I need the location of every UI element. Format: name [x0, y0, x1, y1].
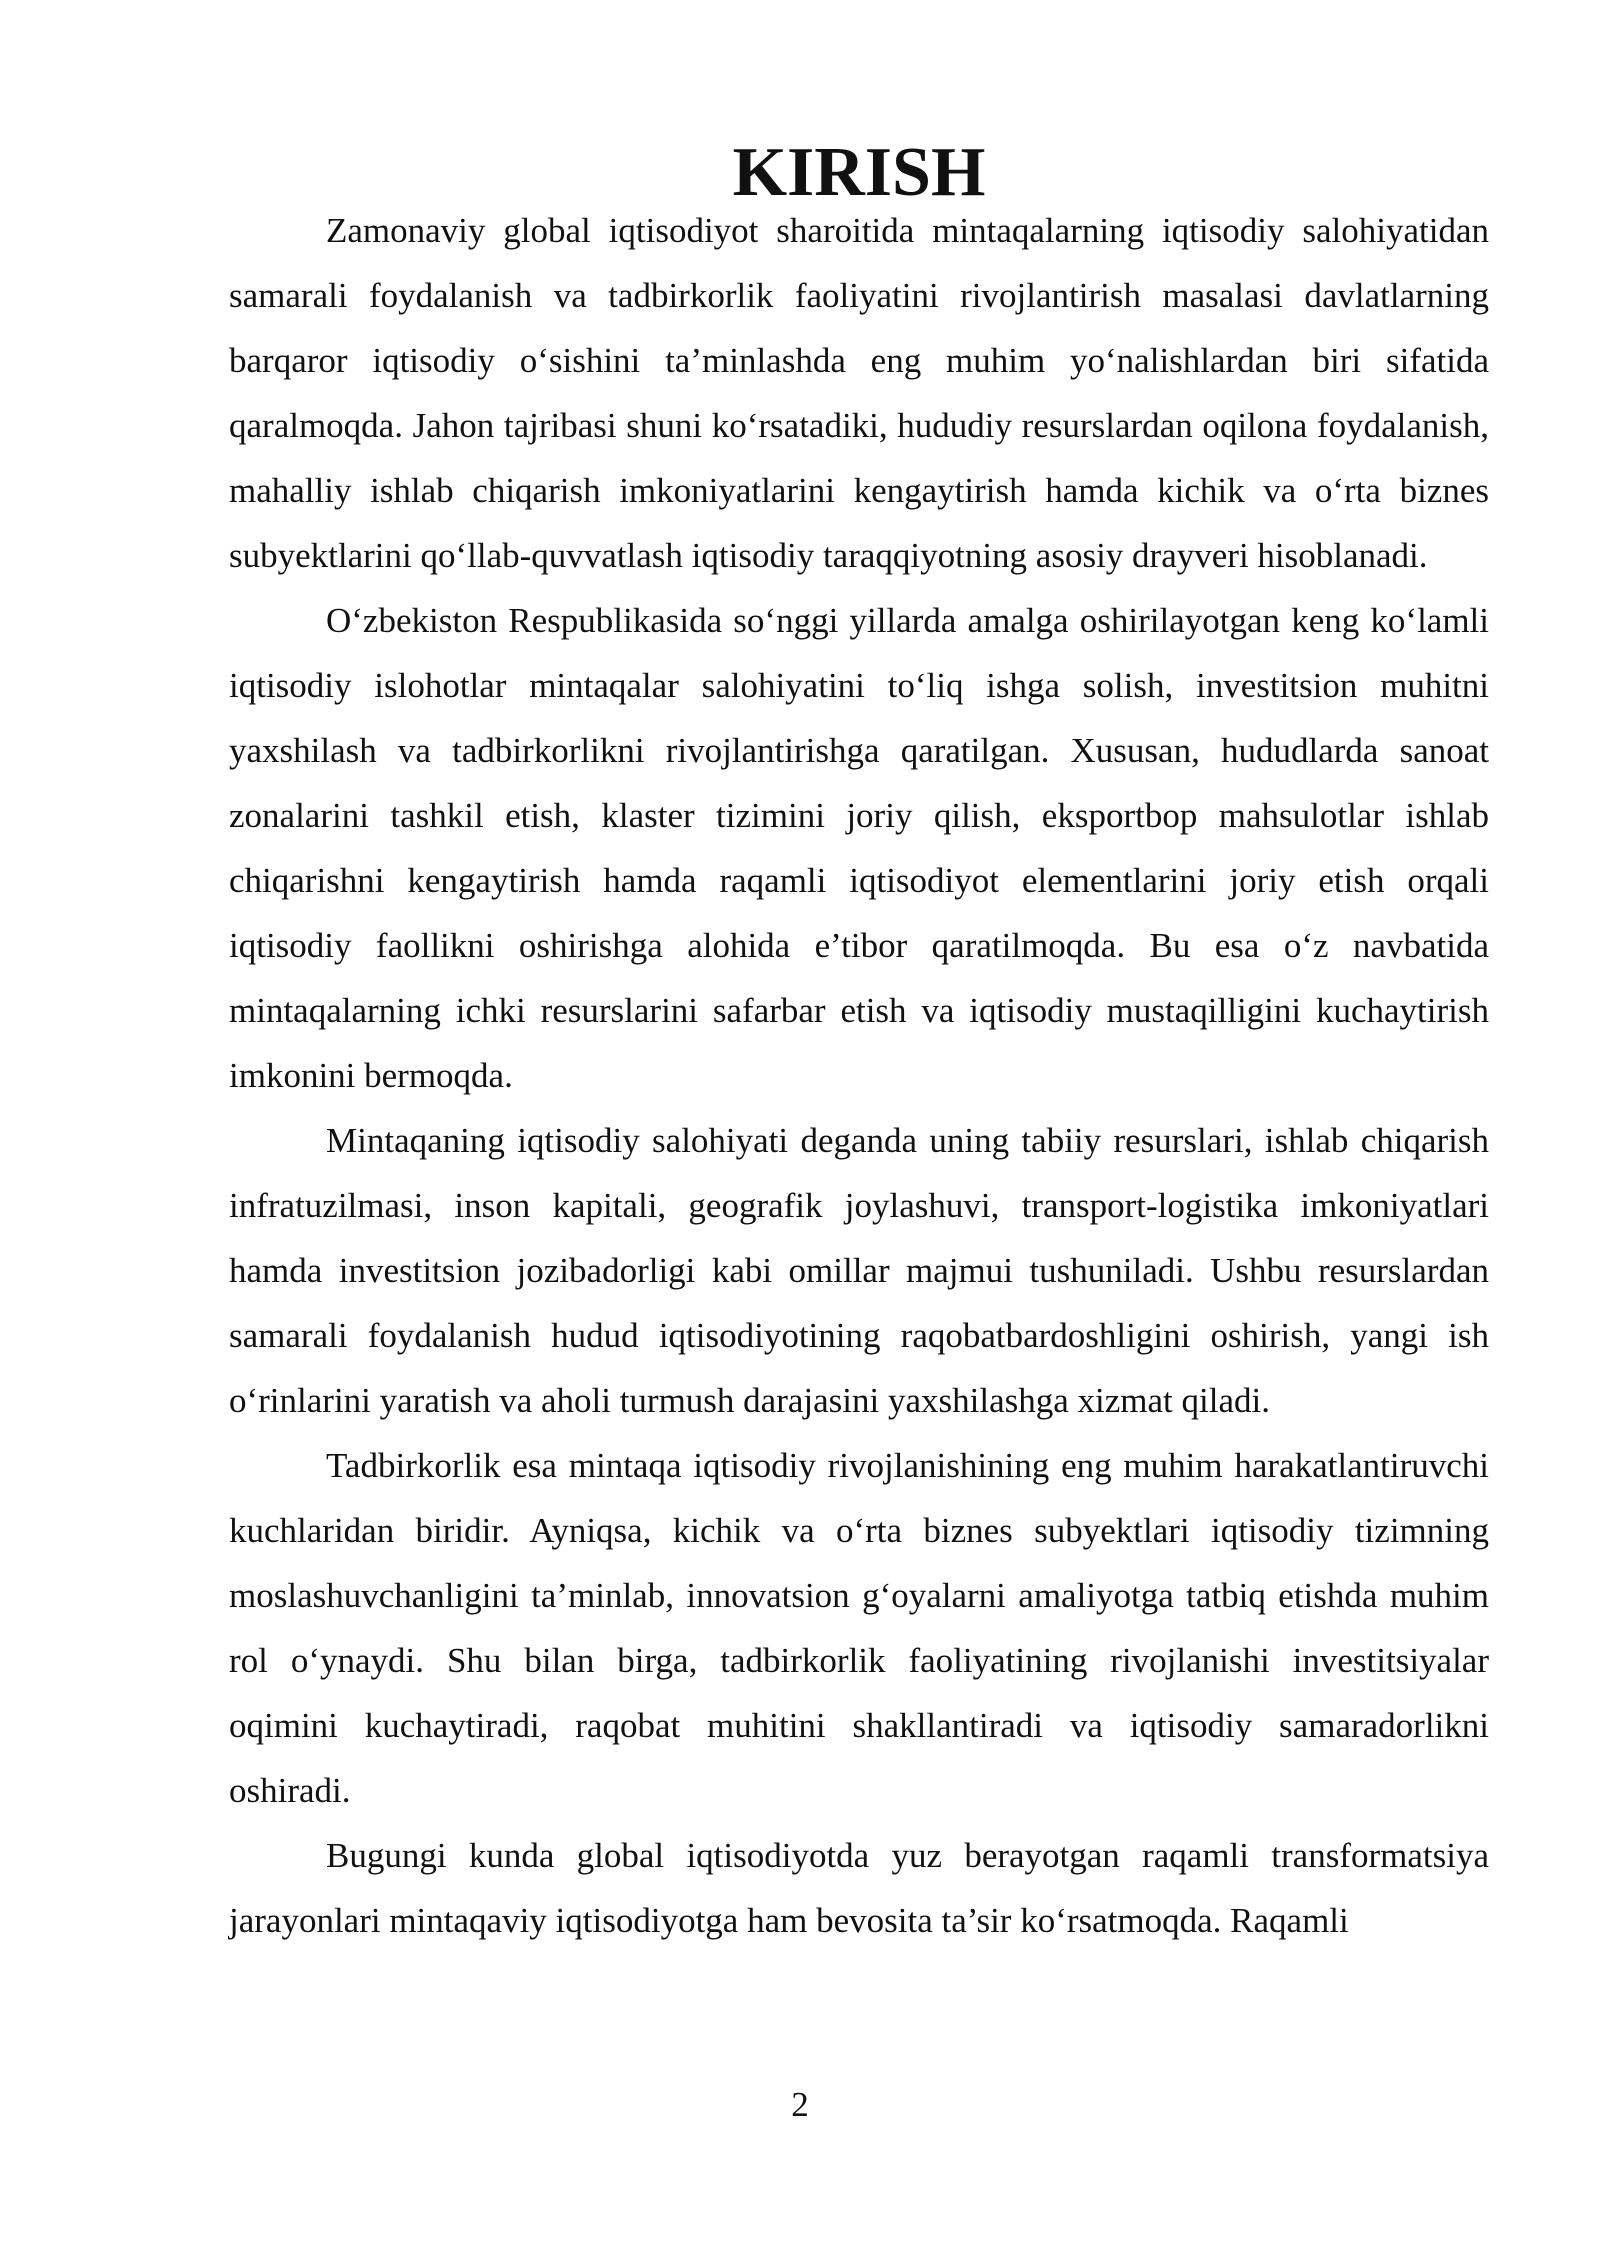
page-title: KIRISH — [732, 134, 986, 211]
paragraph-1: Zamonaviy global iqtisodiyot sharoitida mintaqalarning iqtisodiy salohiyatidan samarali foydalanish va tadbirkorlik faoliyatini rivojlantirish masalasi davlatlarning barqaror iqtisodiy o‘sishini ta’minlashda eng muhim yo‘nalishlardan biri sifatida qaralmoqda. Jahon tajribasi shuni ko‘rsatadiki, hududiy resurslardan oqilona foydalanish, mahalliy ishlab chiqarish imkoniyatlarini kengaytirish hamda kichik va o‘rta biznes subyektlarini qo‘llab-quvvatlash iqtisodiy taraqqiyotning asosiy drayveri hisoblanadi. — [229, 211, 1489, 575]
paragraph-3: Mintaqaning iqtisodiy salohiyati deganda uning tabiiy resurslari, ishlab chiqarish infratuzilmasi, inson kapitali, geografik joylashuvi, transport-logistika imkoniyatlari hamda investitsion jozibadorligi kabi omillar majmui tushuniladi. Ushbu resurslardan samarali foydalanish hudud iqtisodiyotining raqobatbardoshligini oshirish, yangi ish o‘rinlarini yaratish va aholi turmush darajasini yaxshilashga xizmat qiladi. — [229, 1121, 1489, 1420]
paragraph-2: O‘zbekiston Respublikasida so‘nggi yillarda amalga oshirilayotgan keng ko‘lamli iqtisodiy islohotlar mintaqalar salohiyatini to‘liq ishga solish, investitsion muhitni yaxshilash va tadbirkorlikni rivojlantirishga qaratilgan. Xususan, hududlarda sanoat zonalarini tashkil etish, klaster tizimini joriy qilish, eksportbop mahsulotlar ishlab chiqarishni kengaytirish hamda raqamli iqtisodiyot elementlarini joriy etish orqali iqtisodiy faollikni oshirishga alohida e’tibor qaratilmoqda. Bu esa o‘z navbatida mintaqalarning ichki resurslarini safarbar etish va iqtisodiy mustaqilligini kuchaytirish imkonini bermoqda. — [229, 601, 1489, 1095]
page-number: 2 — [791, 2085, 809, 2124]
paragraph-5: Bugungi kunda global iqtisodiyotda yuz berayotgan raqamli transformatsiya jarayonlari mintaqaviy iqtisodiyotga ham bevosita ta’sir ko‘rsatmoqda. Raqamli — [229, 1836, 1489, 1940]
paragraph-4: Tadbirkorlik esa mintaqa iqtisodiy rivojlanishining eng muhim harakatlantiruvchi kuchlaridan biridir. Ayniqsa, kichik va o‘rta biznes subyektlari iqtisodiy tizimning moslashuvchanligini ta’minlab, innovatsion g‘oyalarni amaliyotga tatbiq etishda muhim rol o‘ynaydi. Shu bilan birga, tadbirkorlik faoliyatining rivojlanishi investitsiyalar oqimini kuchaytiradi, raqobat muhitini shakllantiradi va iqtisodiy samaradorlikni oshiradi. — [229, 1446, 1489, 1810]
document-body — [229, 134, 1489, 1953]
